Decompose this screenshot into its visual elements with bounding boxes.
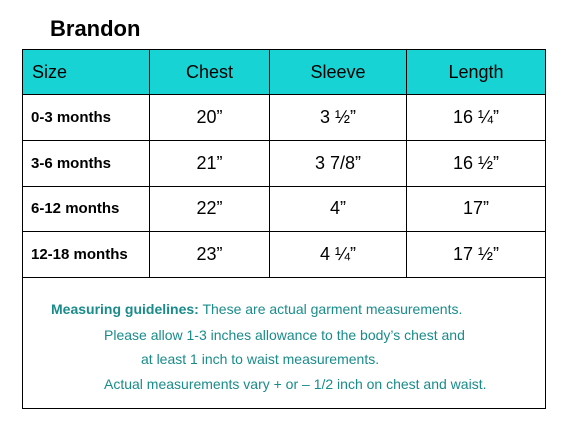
table-row bbox=[23, 140, 546, 186]
column-header-size: Size bbox=[23, 50, 150, 95]
guidelines-line-1 bbox=[51, 300, 462, 318]
sleeve-cell: 3 7/8” bbox=[270, 140, 407, 186]
column-header-chest: Chest bbox=[150, 50, 270, 95]
table-row bbox=[23, 232, 546, 278]
size-chart-table bbox=[22, 49, 546, 409]
sleeve-cell: 3 ½” bbox=[270, 95, 407, 141]
length-cell: 16 ¼” bbox=[407, 95, 546, 141]
sleeve-cell: 4 ¼” bbox=[270, 232, 407, 278]
chest-cell: 23” bbox=[150, 232, 270, 278]
length-cell: 17 ½” bbox=[407, 232, 546, 278]
guidelines-line-2: Please allow 1-3 inches allowance to the body’s chest and bbox=[104, 327, 465, 343]
size-cell: 0-3 months bbox=[23, 95, 150, 141]
table-row bbox=[23, 95, 546, 141]
measuring-guidelines bbox=[23, 278, 545, 408]
size-cell: 12-18 months bbox=[23, 232, 150, 278]
header-row bbox=[23, 50, 546, 95]
guidelines-row bbox=[23, 278, 546, 409]
sleeve-cell: 4” bbox=[270, 186, 407, 232]
length-cell: 17” bbox=[407, 186, 546, 232]
chest-cell: 21” bbox=[150, 140, 270, 186]
column-header-sleeve: Sleeve bbox=[270, 50, 407, 95]
chest-cell: 20” bbox=[150, 95, 270, 141]
guidelines-heading: Measuring guidelines: bbox=[51, 301, 199, 317]
page-title: Brandon bbox=[50, 16, 141, 41]
size-cell: 6-12 months bbox=[23, 186, 150, 232]
table-row bbox=[23, 186, 546, 232]
guidelines-line-1-text: These are actual garment measurements. bbox=[198, 301, 463, 317]
length-cell: 16 ½” bbox=[407, 140, 546, 186]
guidelines-cell bbox=[23, 278, 546, 409]
guidelines-line-4: Actual measurements vary + or – 1/2 inch on chest and waist. bbox=[104, 376, 487, 392]
column-header-length: Length bbox=[407, 50, 546, 95]
size-cell: 3-6 months bbox=[23, 140, 150, 186]
guidelines-line-3: at least 1 inch to waist measurements. bbox=[141, 351, 380, 367]
chest-cell: 22” bbox=[150, 186, 270, 232]
